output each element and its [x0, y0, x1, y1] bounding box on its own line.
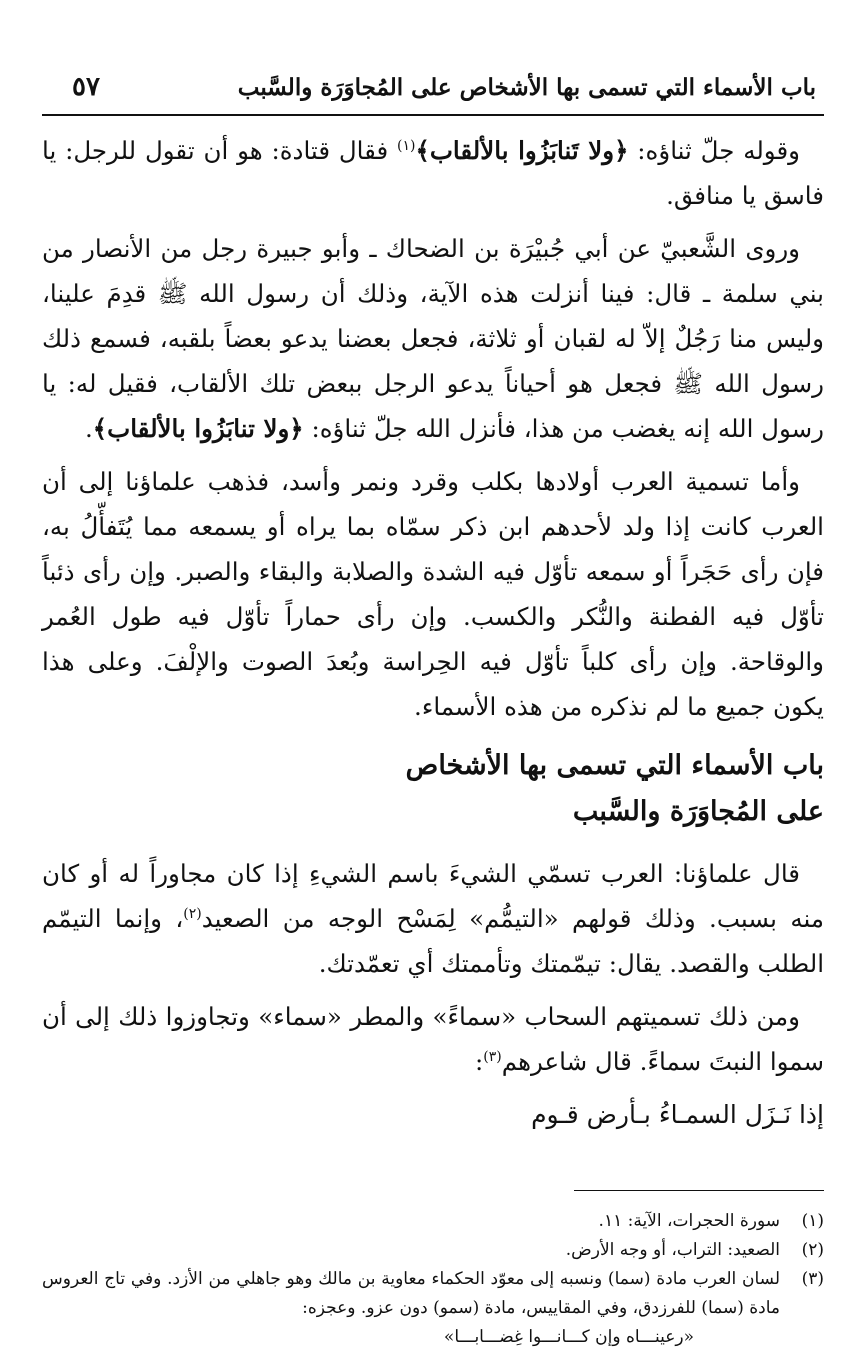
- footnote-2: [42, 1236, 824, 1265]
- footnote-half-verse: «رعينـــاه وإن كـــانـــوا غِضـــابـــا»: [443, 1327, 694, 1347]
- section-heading-line-1: باب الأسماء التي تسمى بها الأشخاص: [405, 750, 824, 781]
- paragraph-1-text-a: وقوله جلّ ثناؤه:: [628, 136, 801, 165]
- poetry-verse: إذا نَـزَل السمـاءُ بـأرض قـوم: [531, 1100, 824, 1129]
- footnote-ref-2: (٢): [183, 905, 202, 922]
- footnote-number: (٣): [801, 1269, 824, 1289]
- section-heading-line-2: على المُجاوَرَة والسَّبب: [572, 796, 824, 827]
- paragraph-5-text-a: ومن ذلك تسميتهم السحاب «سماءً» والمطر «سماء» وتجاوزوا ذلك إلى أن سموا النبتَ سماءً. قال شاعرهم: [42, 1002, 824, 1076]
- paragraph-2: [42, 226, 824, 451]
- running-header: [42, 60, 824, 116]
- quran-quote-2: ﴿ولا تنابَزُوا بالألقاب﴾: [92, 414, 304, 443]
- footnote-text: لسان العرب مادة (سما) ونسبه إلى معوّد الحكماء معاوية بن مالك وهو جاهلي من الأزد. وفي تاج العروس مادة (سما) للفرزدق، وفي المقاييس، مادة (سمو) دون عزو. وعجزه:: [42, 1269, 780, 1318]
- paragraph-4-text-a: قال علماؤنا: العرب تسمّي الشيءَ باسم الشيءِ إذا كان مجاوراً له أو كان منه بسبب. وذلك قولهم «التيمُّم» لِمَسْح الوجه من الصعيد: [42, 859, 824, 933]
- section-heading: [42, 743, 824, 835]
- book-page: [42, 60, 824, 1345]
- footnote-text: سورة الحجرات، الآية: ١١.: [598, 1211, 780, 1231]
- paragraph-4: [42, 851, 824, 986]
- paragraph-3: وأما تسمية العرب أولادها بكلب وقرد ونمر وأسد، فذهب علماؤنا إلى أن العرب كانت إذا ولد لأحدهم ابن ذكر سمّاه بما يراه أو يسمعه مما يُتَفأّلُ به، فإن رأى حَجَراً أو سمعه تأوّل فيه الشدة والصلابة والبقاء والصبر. وإن رأى ذئباً تأوّل فيه الفطنة والنُّكر والكسب. وإن رأى حماراً تأوّل فيه طول العُمر والوقاحة. وإن رأى كلباً تأوّل فيه الحِراسة وبُعدَ الصوت والإلْفَ. وعلى هذا يكون جميع ما لم نذكره من هذه الأسماء.: [42, 467, 824, 721]
- footnote-divider: [574, 1190, 824, 1191]
- footnote-3: [42, 1265, 824, 1323]
- body-text: [42, 128, 824, 1138]
- page-number: ٥٧: [72, 72, 100, 102]
- footnote-1: [42, 1207, 824, 1236]
- paragraph-2-text-b: .: [85, 414, 93, 443]
- footnotes: [42, 1207, 824, 1352]
- running-header-title: باب الأسماء التي تسمى بها الأشخاص على المُجاوَرَة والسَّبب: [237, 74, 816, 101]
- paragraph-1: [42, 128, 824, 218]
- paragraph-2-text-a: وروى الشَّعبيّ عن أبي جُبيْرَة بن الضحاك ـ وأبو جبيرة رجل من الأنصار من بني سلمة ـ قال: فينا أنزلت هذه الآية، وذلك أن رسول الله ﷺ قدِمَ علينا، وليس منا رَجُلٌ إلاّ له لقبان أو ثلاثة، فجعل بعضنا يدعو بعضاً بلقبه، فسمع ذلك رسول الله ﷺ فجعل هو أحياناً يدعو الرجل ببعض تلك الألقاب، فقيل له: يا رسول الله إنه يغضب من هذا، فأنزل الله جلّ ثناؤه:: [42, 234, 824, 443]
- footnote-number: (١): [801, 1211, 824, 1231]
- footnote-ref-3: (٣): [483, 1048, 502, 1065]
- footnote-number: (٢): [801, 1240, 824, 1260]
- footnote-ref-1: (١): [397, 137, 416, 154]
- paragraph-5-text-b: :: [475, 1047, 484, 1076]
- paragraph-5: [42, 994, 824, 1084]
- paragraph-1-text-b: فقال قتادة: هو أن تقول للرجل: يا فاسق يا منافق.: [42, 136, 824, 210]
- paragraph-4-text-b: ، وإنما التيمّم الطلب والقصد. يقال: تيمّمتك وتأممتك أي تعمّدتك.: [42, 904, 824, 978]
- quran-quote-1: ﴿ولا تَنابَزُوا بالألقاب﴾: [415, 136, 629, 165]
- footnote-text: الصعيد: التراب، أو وجه الأرض.: [565, 1240, 780, 1260]
